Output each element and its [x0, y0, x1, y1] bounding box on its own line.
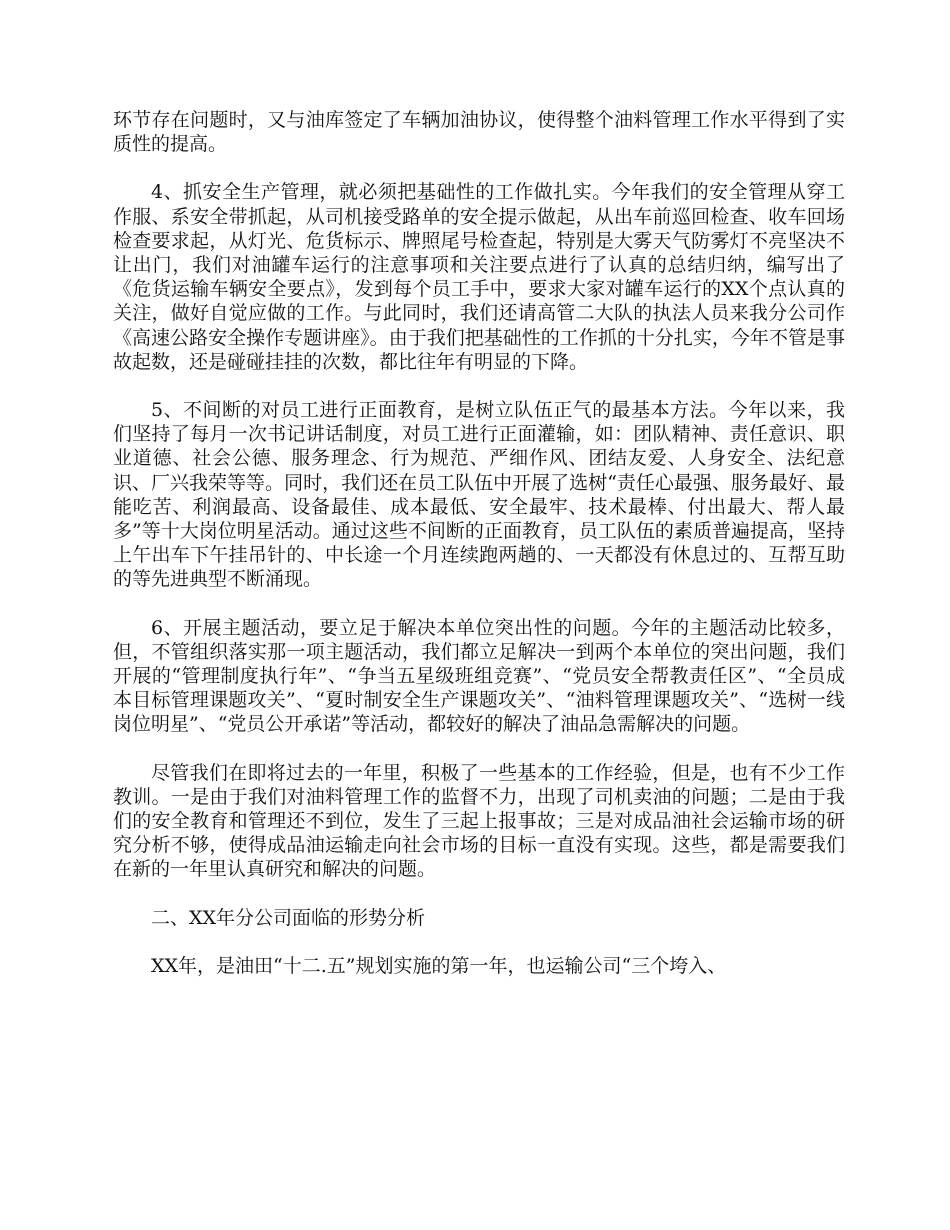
paragraph-lessons-learned: 尽管我们在即将过去的一年里，积极了一些基本的工作经验，但是，也有不少工作教训。一是由于我们对油料管理工作的监督不力，出现了司机卖油的问题；二是由于我们的安全教育和管理还不到位，发生了三起上报事故；三是对成品油社会运输市场的研究分析不够，使得成品油运输走向社会市场的目标一直没有实现。这些，都是需要我们在新的一年里认真研究和解决的问题。: [113, 761, 845, 881]
paragraph-positive-education: 5、不间断的对员工进行正面教育，是树立队伍正气的最基本方法。今年以来，我们坚持了每月一次书记讲话制度，对员工进行正面灌输，如：团队精神、责任意识、职业道德、社会公德、服务理念、行为规范、严细作风、团结友爱、人身安全、法纪意识、厂兴我荣等等。同时，我们还在员工队伍中开展了选树“责任心最强、服务最好、最能吃苦、利润最高、设备最佳、成本最低、安全最牢、技术最棒、付出最大、帮人最多”等十大岗位明星活动。通过这些不间断的正面教育，员工队伍的素质普遍提高，坚持上午出车下午挂吊针的、中长途一个月连续跑两趟的、一天都没有休息过的、互帮互助的等先进典型不断涌现。: [113, 399, 845, 591]
paragraph-safety-management: 4、抓安全生产管理，就必须把基础性的工作做扎实。今年我们的安全管理从穿工作服、系安全带抓起，从司机接受路单的安全提示做起，从出车前巡回检查、收车回场检查要求起，从灯光、危货标示、牌照尾号检查起，特别是大雾天气防雾灯不亮坚决不让出门，我们对油罐车运行的注意事项和关注要点进行了认真的总结归纳，编写出了《危货运输车辆安全要点》，发到每个员工手中，要求大家对罐车运行的XX个点认真的关注，做好自觉应做的工作。与此同时，我们还请高管二大队的执法人员来我分公司作《高速公路安全操作专题讲座》。由于我们把基础性的工作抓的十分扎实，今年不管是事故起数，还是碰碰挂挂的次数，都比往年有明显的下降。: [113, 181, 845, 373]
document-body: [113, 108, 845, 1002]
paragraph-oil-management-continued: 环节存在问题时，又与油库签定了车辆加油协议，使得整个油料管理工作水平得到了实质性的提高。: [113, 109, 845, 156]
section-heading-situation-analysis: 二、XX年分公司面临的形势分析: [151, 906, 426, 929]
paragraph-theme-activities: 6、开展主题活动，要立足于解决本单位突出性的问题。今年的主题活动比较多，但，不管组织落实那一项主题活动，我们都立足解决一到两个本单位的突出问题，我们开展的“管理制度执行年”、“争当五星级班组竞赛”、“党员安全帮教责任区”、“全员成本目标管理课题攻关”、“夏时制安全生产课题攻关”、“油料管理课题攻关”、“选树一线岗位明星”、“党员公开承诺”等活动，都较好的解决了油品急需解决的问题。: [113, 616, 845, 736]
paragraph-next-year-intro: XX年，是油田“十二.五”规划实施的第一年，也运输公司“三个垮入、: [151, 954, 727, 977]
